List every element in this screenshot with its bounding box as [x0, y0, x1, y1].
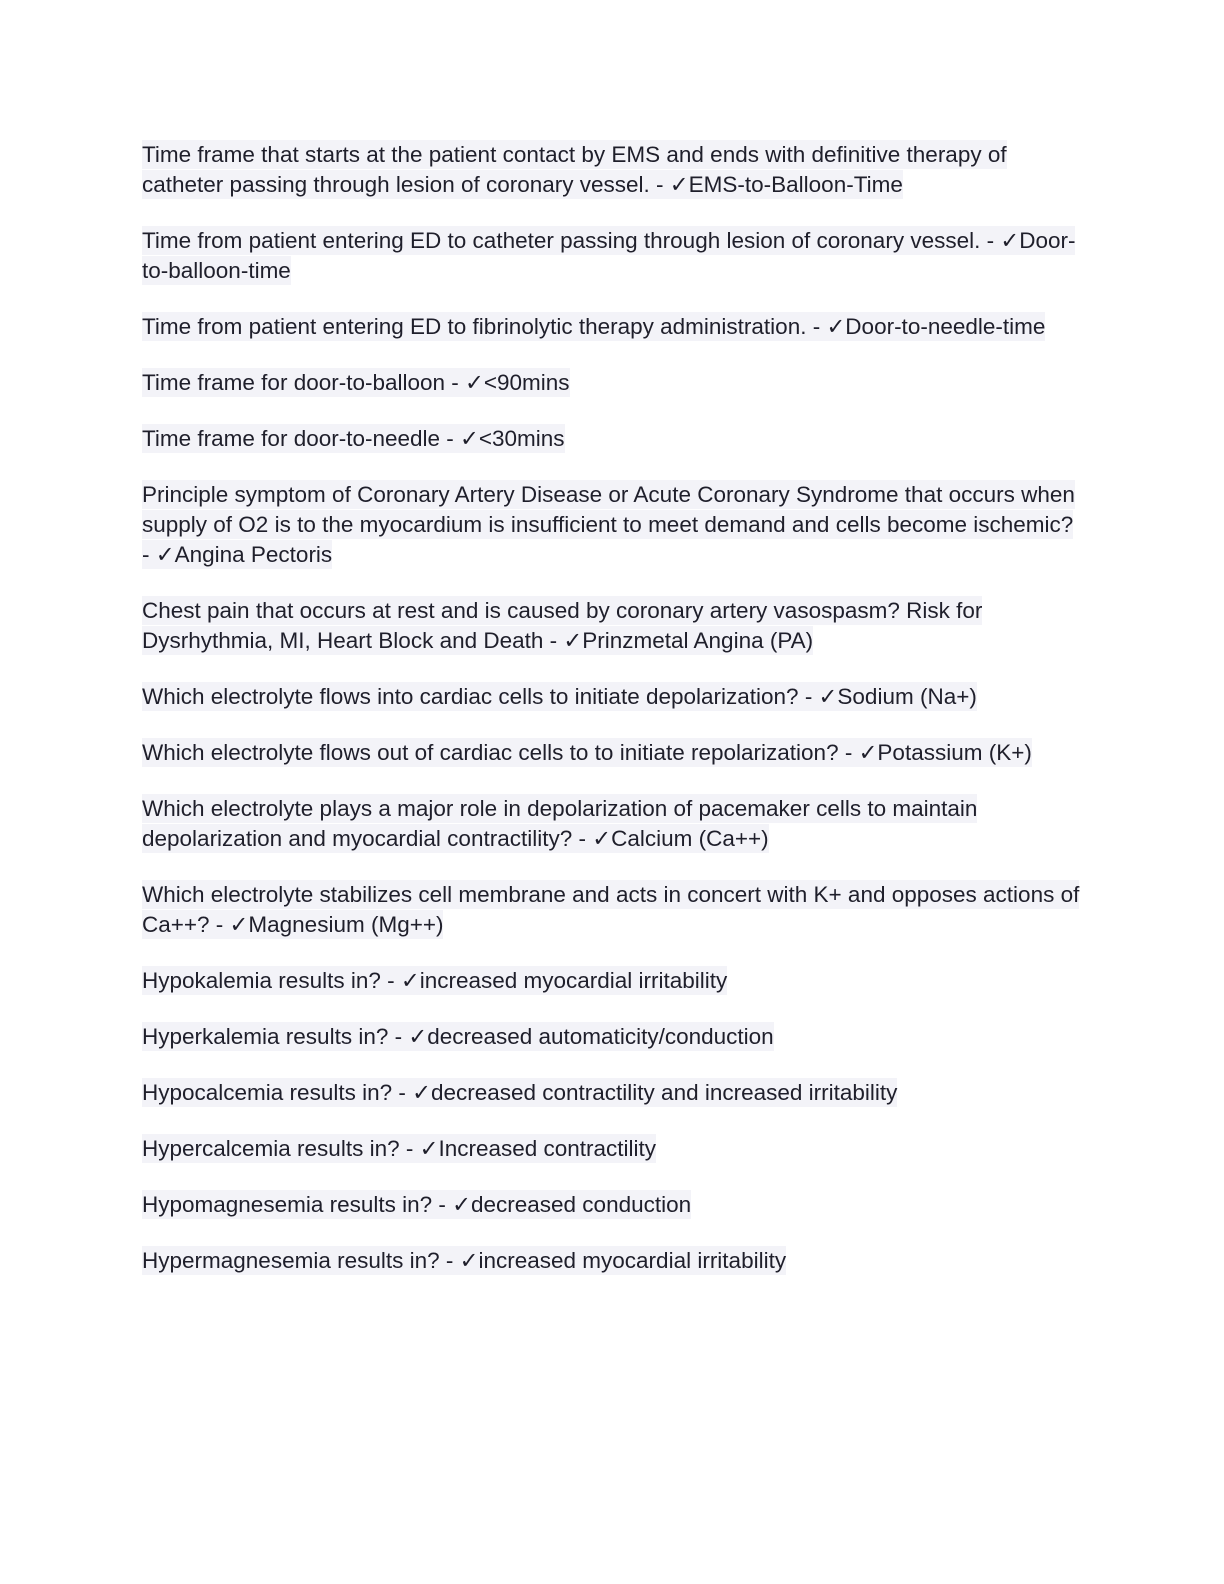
- qa-text: Hypokalemia results in? - ✓increased myocardial irritability: [142, 968, 728, 993]
- qa-text: Which electrolyte flows into cardiac cells to initiate depolarization? - ✓Sodium (Na+): [142, 684, 977, 709]
- qa-text: Hypercalcemia results in? - ✓Increased contractility: [142, 1136, 657, 1161]
- qa-item-hypercalcemia: [142, 1134, 1082, 1164]
- qa-item-hypokalemia: [142, 966, 1082, 996]
- qa-item-door-to-balloon: [142, 226, 1082, 286]
- qa-text: Which electrolyte flows out of cardiac cells to to initiate repolarization? - ✓Potassium (K+): [142, 740, 1032, 765]
- qa-item-magnesium: [142, 880, 1082, 940]
- qa-item-hypocalcemia: [142, 1078, 1082, 1108]
- qa-text: Time frame for door-to-balloon - ✓<90mins: [142, 370, 570, 395]
- qa-text: Which electrolyte stabilizes cell membrane and acts in concert with K+ and opposes actions of Ca++? - ✓Magnesium (Mg++): [142, 882, 1080, 937]
- qa-text: Time from patient entering ED to fibrinolytic therapy administration. - ✓Door-to-needle-time: [142, 314, 1046, 339]
- qa-item-balloon-timeframe: [142, 368, 1082, 398]
- qa-item-sodium: [142, 682, 1082, 712]
- qa-text: Hypomagnesemia results in? - ✓decreased conduction: [142, 1192, 692, 1217]
- qa-item-prinzmetal-angina: [142, 596, 1082, 656]
- qa-item-needle-timeframe: [142, 424, 1082, 454]
- qa-item-hyperkalemia: [142, 1022, 1082, 1052]
- qa-item-potassium: [142, 738, 1082, 768]
- qa-item-hypermagnesemia: [142, 1246, 1082, 1276]
- qa-item-door-to-needle: [142, 312, 1082, 342]
- qa-text: Chest pain that occurs at rest and is caused by coronary artery vasospasm? Risk for Dysrhythmia, MI, Heart Block and Death - ✓Prinzmetal Angina (PA): [142, 598, 983, 653]
- qa-item-hypomagnesemia: [142, 1190, 1082, 1220]
- qa-text: Principle symptom of Coronary Artery Disease or Acute Coronary Syndrome that occurs when supply of O2 is to the myocardium is insufficient to meet demand and cells become ischemic? - ✓Angina Pectoris: [142, 482, 1075, 567]
- qa-text: Hyperkalemia results in? - ✓decreased automaticity/conduction: [142, 1024, 774, 1049]
- qa-text: Time frame for door-to-needle - ✓<30mins: [142, 426, 565, 451]
- document-page: [142, 140, 1082, 1302]
- qa-text: Hypermagnesemia results in? - ✓increased myocardial irritability: [142, 1248, 787, 1273]
- qa-text: Time from patient entering ED to catheter passing through lesion of coronary vessel. - ✓Door-to-balloon-time: [142, 228, 1076, 283]
- qa-text: Time frame that starts at the patient contact by EMS and ends with definitive therapy of catheter passing through lesion of coronary vessel. - ✓EMS-to-Balloon-Time: [142, 142, 1007, 197]
- qa-item-calcium: [142, 794, 1082, 854]
- qa-text: Hypocalcemia results in? - ✓decreased contractility and increased irritability: [142, 1080, 898, 1105]
- qa-item-angina-pectoris: [142, 480, 1082, 570]
- qa-item-ems-to-balloon: [142, 140, 1082, 200]
- qa-text: Which electrolyte plays a major role in depolarization of pacemaker cells to maintain depolarization and myocardial contractility? - ✓Calcium (Ca++): [142, 796, 978, 851]
